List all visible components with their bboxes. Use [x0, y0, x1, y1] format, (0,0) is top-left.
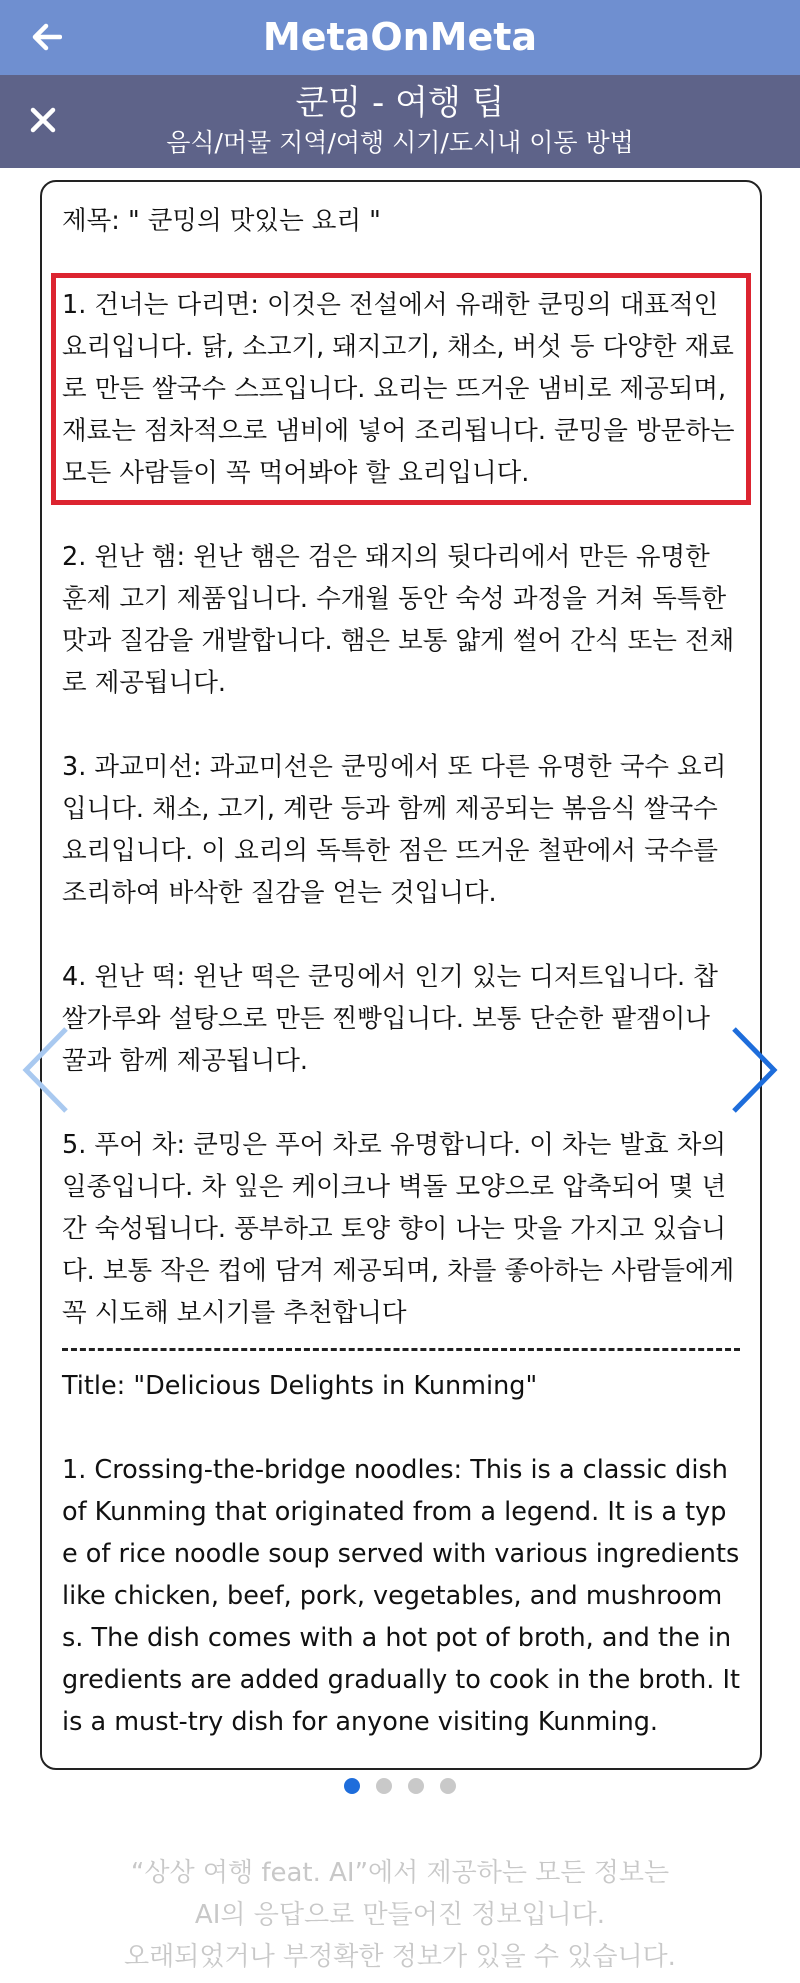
- prev-page-button[interactable]: [18, 1025, 74, 1115]
- korean-item-3: 3. 과교미선: 과교미선은 쿤밍에서 또 다른 유명한 국수 요리입니다. 채소, 고기, 계란 등과 함께 제공되는 볶음식 쌀국수 요리입니다. 이 요리의 독특한 점은 뜨거운 철판에서 국수를 조리하여 바삭한 질감을 얻는 것입니다.: [62, 752, 727, 908]
- korean-item-5: 5. 푸어 차: 쿤밍은 푸어 차로 유명합니다. 이 차는 발효 차의 일종입니다. 차 잎은 케이크나 벽돌 모양으로 압축되어 몇 년간 숙성됩니다. 풍부하고 토양 향이 나는 맛을 가지고 있습니다. 보통 작은 컵에 담겨 제공되며, 차를 좋아하는 사람들에게 꼭 시도해 보시기를 추천합니다: [62, 1130, 735, 1328]
- content-scroll[interactable]: [62, 200, 740, 1770]
- page-indicator: [0, 1778, 800, 1796]
- korean-title: 제목: " 쿤밍의 맛있는 요리 ": [62, 206, 381, 236]
- korean-item-4: 4. 윈난 떡: 윈난 떡은 쿤밍에서 인기 있는 디저트입니다. 찹쌀가루와 설탕으로 만든 찐빵입니다. 보통 단순한 팥잼이나 꿀과 함께 제공됩니다.: [62, 962, 718, 1076]
- next-page-button[interactable]: [726, 1025, 782, 1115]
- page-title: 쿤밍 - 여행 팁: [295, 83, 505, 123]
- page-dot-4[interactable]: [440, 1778, 456, 1794]
- korean-item-2: 2. 윈난 햄: 윈난 햄은 검은 돼지의 뒷다리에서 만든 유명한 훈제 고기 제품입니다. 수개월 동안 숙성 과정을 거쳐 독특한 맛과 질감을 개발합니다. 햄은 보통 얇게 썰어 간식 또는 전채로 제공됩니다.: [62, 542, 735, 698]
- disclaimer-line-3: 오래되었거나 부정확한 정보가 있을 수 있습니다.: [124, 1942, 676, 1972]
- app-title: MetaOnMeta: [262, 15, 538, 59]
- section-divider: [62, 1348, 740, 1351]
- chevron-right-icon: [726, 1025, 782, 1115]
- sub-header: [0, 75, 800, 168]
- disclaimer-line-2: AI의 응답으로 만들어진 정보입니다.: [194, 1900, 606, 1930]
- content-card[interactable]: [40, 180, 762, 1770]
- english-title: Title: "Delicious Delights in Kunming": [62, 1371, 538, 1401]
- disclaimer: [40, 1852, 760, 1978]
- korean-item-1: 1. 건너는 다리면: 이것은 전설에서 유래한 쿤밍의 대표적인 요리입니다. 닭, 소고기, 돼지고기, 채소, 버섯 등 다양한 재료로 만든 쌀국수 스프입니다. 요리는 뜨거운 냄비로 제공되며, 재료는 점차적으로 냄비에 넣어 조리됩니다. 쿤밍을 방문하는 모든 사람들이 꼭 먹어봐야 할 요리입니다.: [62, 284, 740, 494]
- page-dot-2[interactable]: [376, 1778, 392, 1794]
- page-dot-1[interactable]: [344, 1778, 360, 1794]
- disclaimer-line-1: “상상 여행 feat. AI”에서 제공하는 모든 정보는: [130, 1858, 670, 1888]
- app-bar: [0, 0, 800, 75]
- chevron-left-icon: [18, 1025, 74, 1115]
- page-dot-3[interactable]: [408, 1778, 424, 1794]
- page-subtitle: 음식/머물 지역/여행 시기/도시내 이동 방법: [166, 128, 634, 157]
- english-item-1: 1. Crossing-the-bridge noodles: This is a classic dish of Kunming that originated from a legend. It is a type of rice noodle soup served with various ingredients like chicken, beef, pork, vegetables, and mushrooms. The dish comes with a hot pot of broth, and the ingredients are added gradually to cook in the broth. It is a must-try dish for anyone visiting Kunming.: [62, 1455, 740, 1737]
